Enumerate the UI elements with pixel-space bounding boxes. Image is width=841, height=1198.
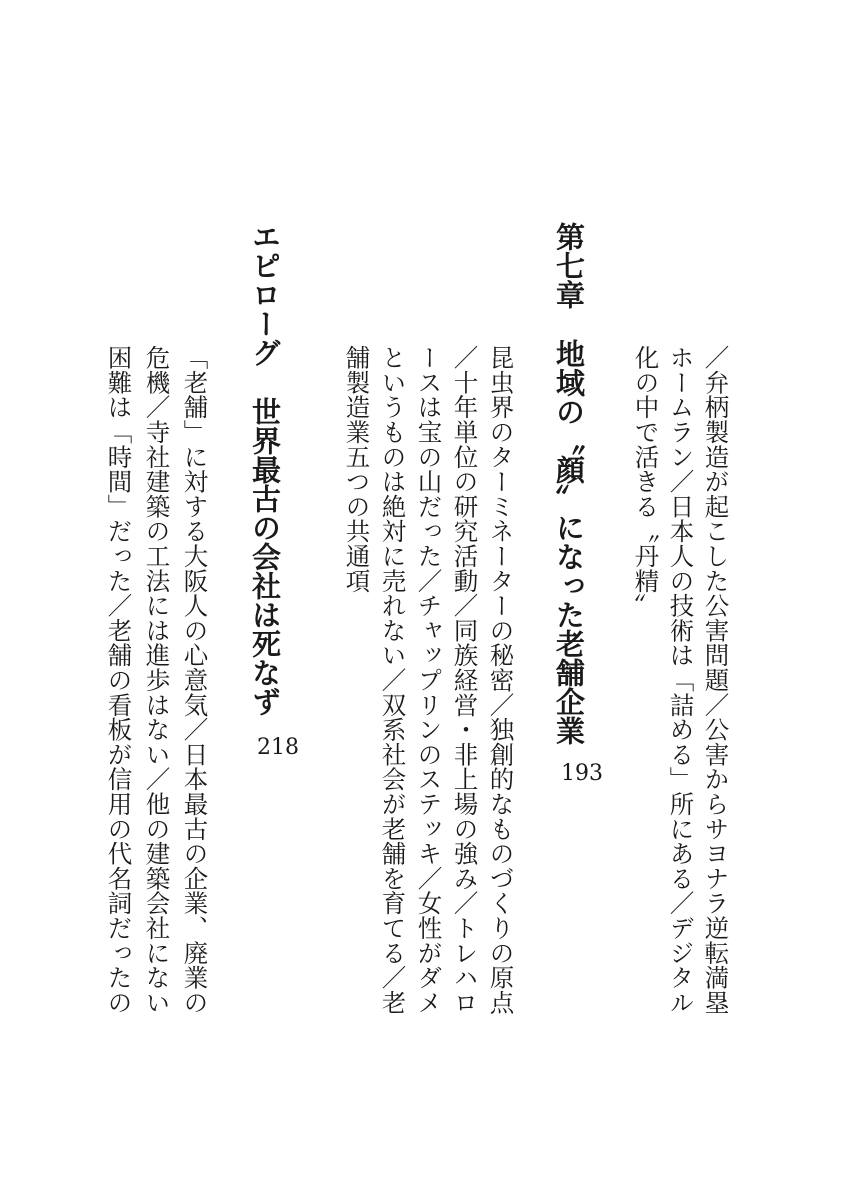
contents-line: 危機／寺社建築の工法には進歩はない／他の建築会社にない [142, 345, 172, 1015]
contents-line: 昆虫界のターミネーターの秘密／独創的なものづくりの原点 [486, 345, 516, 1015]
contents-line: ／弁柄製造が起こした公害問題／公害からサヨナラ逆転満塁 [701, 345, 731, 1015]
contents-line: 舗製造業五つの共通項 [342, 345, 372, 593]
epilogue-number: エピローグ [248, 222, 282, 367]
contents-line: 化の中で活きる〝丹精〟 [631, 345, 661, 618]
epilogue-heading [248, 222, 282, 716]
contents-line: ／十年単位の研究活動／同族経営・非上場の強み／トレハロ [450, 345, 480, 1015]
epilogue-title: 世界最古の会社は死なず [248, 397, 282, 716]
chapter-number: 第七章 [552, 222, 586, 309]
contents-line: 困難は「時間」だった／老舗の看板が信用の代名詞だったの [104, 345, 134, 1015]
chapter-heading [552, 222, 586, 745]
contents-line: ホームラン／日本人の技術は「詰める」所にある／デジタル [666, 345, 696, 1015]
contents-line: ースは宝の山だった／チャップリンのステッキ／女性がダメ [414, 345, 444, 1015]
contents-line: 「老舗」に対する大阪人の心意気／日本最古の企業、廃業の [180, 345, 210, 1015]
chapter-title: 地域の〝顔〟になった老舗企業 [552, 339, 586, 745]
chapter-page-number: 193 [561, 761, 603, 786]
contents-line: というものは絶対に売れない／双系社会が老舗を育てる／老 [378, 345, 408, 1015]
epilogue-page-number: 218 [257, 735, 299, 760]
